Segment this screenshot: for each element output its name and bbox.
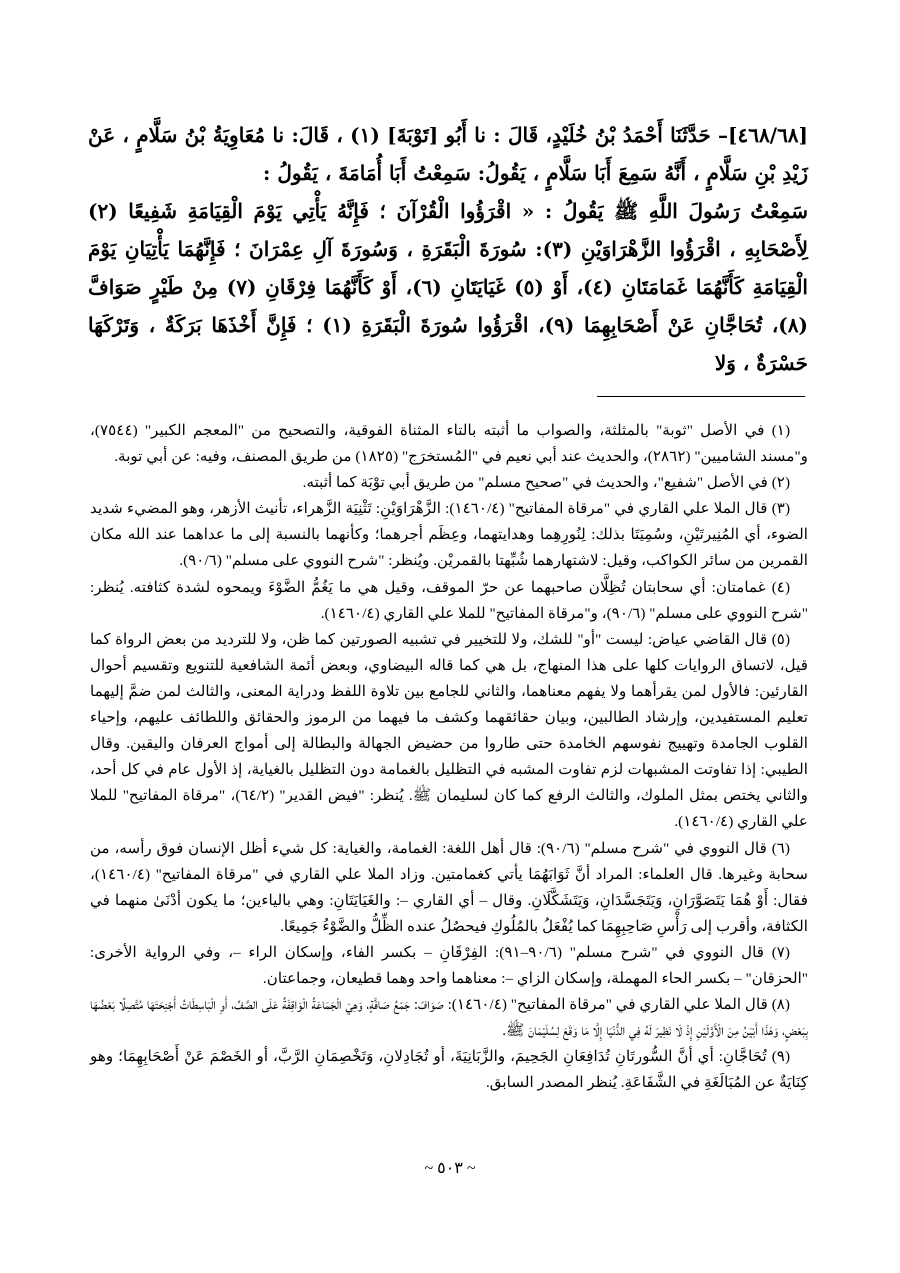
footnote-separator bbox=[597, 396, 805, 397]
footnote-1: (١) في الأصل "ثوبة" بالمثلثة، والصواب ما أثبته بالتاء المثناة الفوقية، والتصحيح من "المعجم الكبير" (٧٥٤٤)، و"مسند الشاميين" (٢٨٦٢)، والحديث عند أبي نعيم في "المُستخرَج" (١٨٢٥) من طريق المصنف، وفيه: عن أبي توبة. bbox=[90, 422, 808, 466]
footnote-4: (٤) غمامتان: أي سحابتان تُظِلَّان صاحبهما عن حرّ الموقف، وقيل هي ما يَغُمُّ الضَّوْءَ ويمحوه لشدة كثافته. يُنظر: "شرح النووي على مسلم" (٩٠/٦)، و"مرقاة المفاتيح" للملا علي القاري (١٤٦٠/٤). bbox=[90, 578, 808, 622]
footnote-6: (٦) قال النووي في "شرح مسلم" (٩٠/٦): قال أهل اللغة: الغمامة، والغياية: كل شيء أظل الإنسان فوق رأسه، من سحابة وغيرها. قال العلماء: المراد أنَّ ثَوَابَهُمَا يأتي كغمامتين. وزاد الملا علي القاري في "مرقاة المفاتيح" (١٤٦٠/٤)، فقال: أَوْ هُمَا يَتَصَوَّرَانِ، وَيَتَجَسَّدَانِ، وَيَتَشَكَّلَانِ. وقال – أي القاري –: والغَيَايَتَانِ: وهي بالياءين؛ ما يكون أدْنَىٰ منهما في الكثافة، وأقرب إلى رَأْسِ صَاحِبِهِمَا كما يُفْعَلُ بالمُلُوكِ فيحصُلُ عنده الظِّلُّ والضَّوْءُ جَمِيعًا. bbox=[90, 839, 809, 935]
footnote-5: (٥) قال القاضي عياض: ليست "أو" للشك، ولا للتخيير في تشبيه الصورتين كما ظن، ولا للترديد من بعض الرواة كما قيل، لاتساق الروايات كلها على هذا المنهاج، بل هي كما قاله البيضاوي، وبعض أئمة الشافعية للتنويع وتقسيم أحوال القارئين: فالأول لمن يقرأهما ولا يفهم معناهما، والثاني للجامع بين تلاوة اللفظ ودراية المعنى، والثالث لمن ضمَّ إليهما تعليم المستفيدين، وإرشاد الطالبين، وبيان حقائقهما وكشف ما فيهما من الرموز والحقائق واللطائف عليهم، وإحياء القلوب الجامدة وتهييج نفوسهم الخامدة حتى طاروا من حضيض الجهالة والبطالة إلى أمواج العرفان واليقين. وقال الطيبي: إذا تفاوتت المشبهات لزم تفاوت المشبه في التظليل بالغمامة دون التظليل بالغياية، إذ الأول عام في كل أحد، والثاني يختص بمثل الملوك، والثالث الرفع كما كان لسليمان ﷺ. يُنظر: "فيض القدير" (٦٤/٢)، "مرقاة المفاتيح" للملا علي القاري (١٤٦٠/٤). bbox=[90, 630, 808, 831]
footnote-3: (٣) قال الملا علي القاري في "مرقاة المفاتيح" (١٤٦٠/٤): الزَّهْرَاوَيْنِ: تَثْنِيَة الزَّهراء، تأنيث الأزهر، وهو المضيء شديد الضوء، أي المُنِيرتَيْنِ، وسُمِيَتَا بذلك: لِنُورِهِما وهدايتهما، وعِظَم أجرهما؛ وكأنهما بالنسبة إلى ما عداهما عند الله مكان القمرين من سائر الكواكب، وقيل: لاشتهارهما شُبِّهتا بالقمريْن. ويُنظر: "شرح النووي على مسلم" (٩٠/٦). bbox=[90, 500, 808, 570]
footnote-2: (٢) في الأصل "شفيع"، والحديث في "صحيح مسلم" من طريق أبي توْبَة كما أثبته. bbox=[302, 474, 790, 492]
footnote-8: (٨) قال الملا علي القاري في "مرقاة المفاتيح" (١٤٦٠/٤): صَوَافّ: جَمْعُ صَافَّةٍ، وَهِيَ الْجَمَاعَةُ الْوَاقِفَةُ عَلَى الصَّفِّ، أَوِ الْبَاسِطَاتُ أَجْنِحَتَهَا مُتَّصِلًا بَعْضُهَا بِبَعْضٍ، وَهَذَا أَبْيَنُ مِنَ الْأَوَّلَيْنِ إِذْ لَا نَظِيرَ لَهُ فِي الدُّنْيَا إِلَّا مَا وَقَعَ لِسُلَيْمَانَ ﷺ. bbox=[90, 996, 808, 1040]
hadith-body: سَمِعْتُ رَسُولَ اللَّهِ ﷺ يَقُولُ : « اقْرَؤُوا الْقُرْآنَ ؛ فَإِنَّهُ يَأْتِي يَوْمَ الْقِيَامَةِ شَفِيعًا (٢) لِأَصْحَابِهِ ، اقْرَؤُوا الزَّهْرَاوَيْنِ (٣): سُورَةَ الْبَقَرَةِ ، وَسُورَةَ آلِ عِمْرَانَ ؛ فَإِنَّهُمَا يَأْتِيَانِ يَوْمَ الْقِيَامَةِ كَأَنَّهُمَا غَمَامَتَانِ (٤)، أَوْ (٥) غَيَايَتَانِ (٦)، أَوْ كَأَنَّهُمَا فِرْقَانِ (٧) مِنْ طَيْرٍ صَوَافَّ (٨)، تُحَاجَّانِ عَنْ أَصْحَابِهِمَا (٩)، اقْرَؤُوا سُورَةَ الْبَقَرَةِ (١) ؛ فَإِنَّ أَخْذَهَا بَرَكَةٌ ، وَتَرْكَهَا حَسْرَةٌ ، وَلا bbox=[88, 199, 809, 375]
hadith-chain: [٤٦٨/٦٨]– حَدَّثَنَا أَحْمَدُ بْنُ خُلَيْدٍ، قَالَ : نا أَبُو [تَوْبَةَ] (١) ، قَالَ: نا مُعَاوِيَةُ بْنُ سَلَّامٍ ، عَنْ زَيْدِ بْنِ سَلَّامٍ ، أَنَّهُ سَمِعَ أَبَا سَلَّامٍ ، يَقُولُ: سَمِعْتُ أَبَا أُمَامَةَ ، يَقُولُ : bbox=[88, 123, 809, 185]
footnotes bbox=[90, 418, 808, 1096]
page-number: ~ ٥٠٣ ~ bbox=[424, 1160, 476, 1177]
hadith-text bbox=[88, 116, 808, 382]
footnote-9: (٩) تُحَاجَّانِ: أي أنَّ السُّورتَانِ تُدَافِعَانِ الجَحِيمَ، والزَّبَانِيَةَ، أو تُجَادِلانِ، وَتَخْصِمَانِ الرَّبَّ، أو الخَصْمَ عَنْ أَصْحَابِهِمَا؛ وهو كِنَايَةٌ عن المُبَالَغَةِ في الشَّفَاعَةِ. يُنظر المصدر السابق. bbox=[90, 1048, 808, 1092]
footnote-7: (٧) قال النووي في "شرح مسلم" (٩٠/٦–٩١): الفِرْقَانِ – بكسر الفاء، وإسكان الراء –، وفي الرواية الأخرى: "الحزقان" – بكسر الحاء المهملة، وإسكان الزاي –: معناهما واحد وهما قطيعان، وجماعتان. bbox=[90, 943, 808, 987]
